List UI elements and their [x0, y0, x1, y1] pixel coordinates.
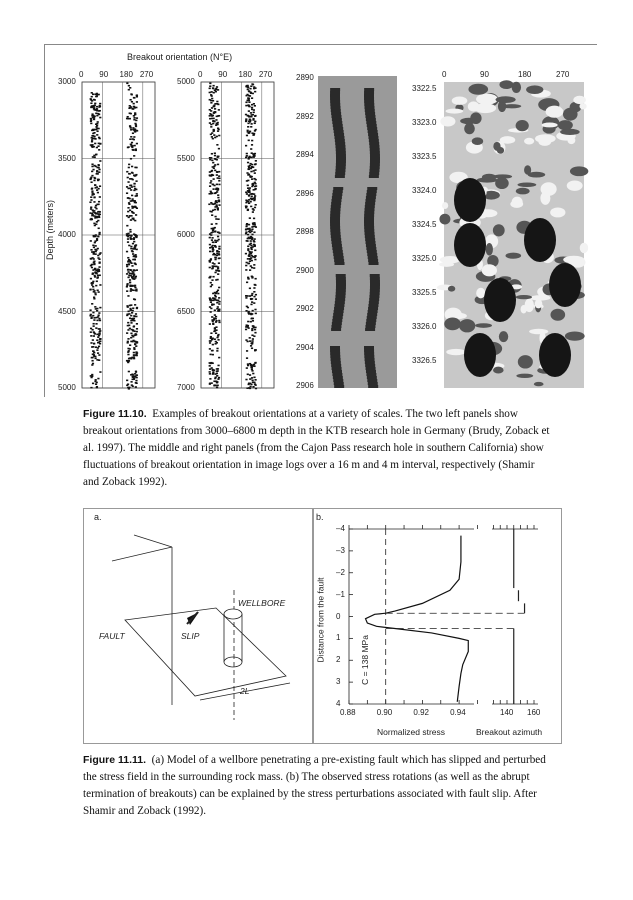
depth-tick: 2894 — [296, 150, 314, 159]
azimuth-tick: 180 — [119, 70, 133, 79]
depth-tick: 3000 — [58, 77, 76, 86]
caption-text: (a) Model of a wellbore penetrating a pre-existing fault which has slipped and perturbed the stress field in the surrounding rock mass. (b) The observed stress rotations (as well as the abrupt termination of breakouts) can be explained by the stress perturbations associated with fault slip. After Shamir and Zoback (1992). — [83, 754, 546, 817]
depth-tick: 2902 — [296, 304, 314, 313]
depth-tick: 7000 — [177, 383, 195, 392]
depth-tick: 2896 — [296, 188, 314, 198]
wellbore-bottom — [224, 657, 242, 667]
y-tick-label: 0 — [336, 611, 341, 621]
depth-tick: 3322.5 — [412, 84, 437, 93]
depth-tick: 3326.0 — [412, 322, 437, 331]
y-tick-label: –4 — [336, 524, 345, 533]
wellbore-top — [224, 609, 242, 619]
depth-tick: 3325.5 — [412, 288, 437, 297]
y-tick-label: 1 — [336, 633, 341, 643]
azimuth-xlabel: Breakout azimuth — [476, 727, 543, 737]
depth-tick: 4000 — [58, 230, 76, 239]
depth-tick: 3324.0 — [412, 186, 437, 195]
depth-tick: 2890 — [296, 73, 314, 82]
y-tick-label: –1 — [336, 589, 345, 599]
depth-tick: 3323.0 — [412, 118, 437, 127]
length-label: 2L — [240, 686, 250, 696]
caption-text: Examples of breakout orientations at a variety of scales. The two left panels show breakout orientations from 3000–6800 m depth in the KTB research hole in Germany (Brudy, Zoback et al. 1997). The middle and right panels (from the Cajon Pass research hole in southern California) show fluctuations of breakout orientation in image logs over a 16 m and 4 m interval, respectively (Shamir and Zoback 1992). — [83, 408, 550, 488]
azimuth-tick: 0 — [79, 70, 84, 79]
caption-label: Figure 11.10. — [83, 408, 147, 420]
depth-tick: 2900 — [296, 265, 314, 275]
azimuth-tick: 180 — [518, 70, 532, 79]
az-tick-label: 160 — [527, 708, 541, 717]
depth-tick: 2892 — [296, 111, 314, 121]
depth-tick: 3326.5 — [412, 356, 437, 365]
y-tick-label: 4 — [336, 699, 341, 708]
x-tick-label: 0.92 — [413, 708, 429, 717]
panel-b-label: b. — [316, 512, 324, 522]
azimuth-tick: 180 — [238, 70, 252, 79]
azimuth-tick: 270 — [556, 70, 570, 79]
depth-tick: 2898 — [296, 227, 314, 236]
depth-tick: 2906 — [296, 381, 314, 390]
azimuth-tick: 90 — [480, 70, 489, 79]
y-tick-label: 2 — [336, 655, 341, 665]
stress-ylabel: Distance from the fault — [315, 577, 326, 663]
azimuth-tick: 270 — [258, 70, 273, 79]
x-tick-label: 0.94 — [450, 708, 466, 717]
fault-plane — [125, 608, 286, 696]
caption-label: Figure 11.11. — [83, 754, 147, 766]
y-tick-label: –3 — [336, 545, 345, 555]
depth-tick: 6000 — [177, 230, 195, 239]
depth-tick: 3324.5 — [412, 220, 437, 229]
y-tick-label: 3 — [336, 677, 341, 687]
azimuth-tick: 90 — [99, 70, 109, 79]
figure-11-11-caption — [83, 752, 553, 820]
depth-tick: 3500 — [58, 153, 76, 163]
panel-a-label: a. — [94, 512, 102, 522]
az-tick-label: 140 — [500, 708, 514, 717]
c-label: C = 138 MPa — [359, 635, 370, 685]
slip-label: SLIP — [181, 631, 200, 641]
depth-tick: 5000 — [177, 77, 195, 86]
depth-tick: 4500 — [58, 306, 76, 316]
depth-tick: 3325.0 — [412, 254, 437, 263]
axis-line — [112, 547, 172, 561]
azimuth-tick: 0 — [442, 70, 447, 79]
fault-label: FAULT — [99, 631, 125, 641]
stress-curve — [366, 536, 469, 702]
x-tick-label: 0.88 — [340, 708, 356, 717]
azimuth-tick: 270 — [139, 70, 154, 79]
axis-line — [134, 535, 172, 547]
depth-ylabel: Depth (meters) — [45, 199, 56, 261]
stress-xlabel: Normalized stress — [377, 727, 446, 737]
wellbore-label: WELLBORE — [238, 598, 286, 608]
azimuth-tick: 90 — [218, 70, 228, 79]
depth-tick: 2904 — [296, 342, 314, 352]
x-tick-label: 0.90 — [376, 708, 393, 717]
depth-tick: 5500 — [177, 153, 195, 163]
depth-tick: 3323.5 — [412, 152, 437, 161]
azimuth-tick: 0 — [198, 70, 203, 79]
breakout-axis-title: Breakout orientation (N°E) — [127, 52, 233, 62]
depth-tick: 5000 — [58, 383, 76, 392]
depth-tick: 6500 — [177, 306, 195, 316]
y-tick-label: –2 — [336, 567, 345, 577]
